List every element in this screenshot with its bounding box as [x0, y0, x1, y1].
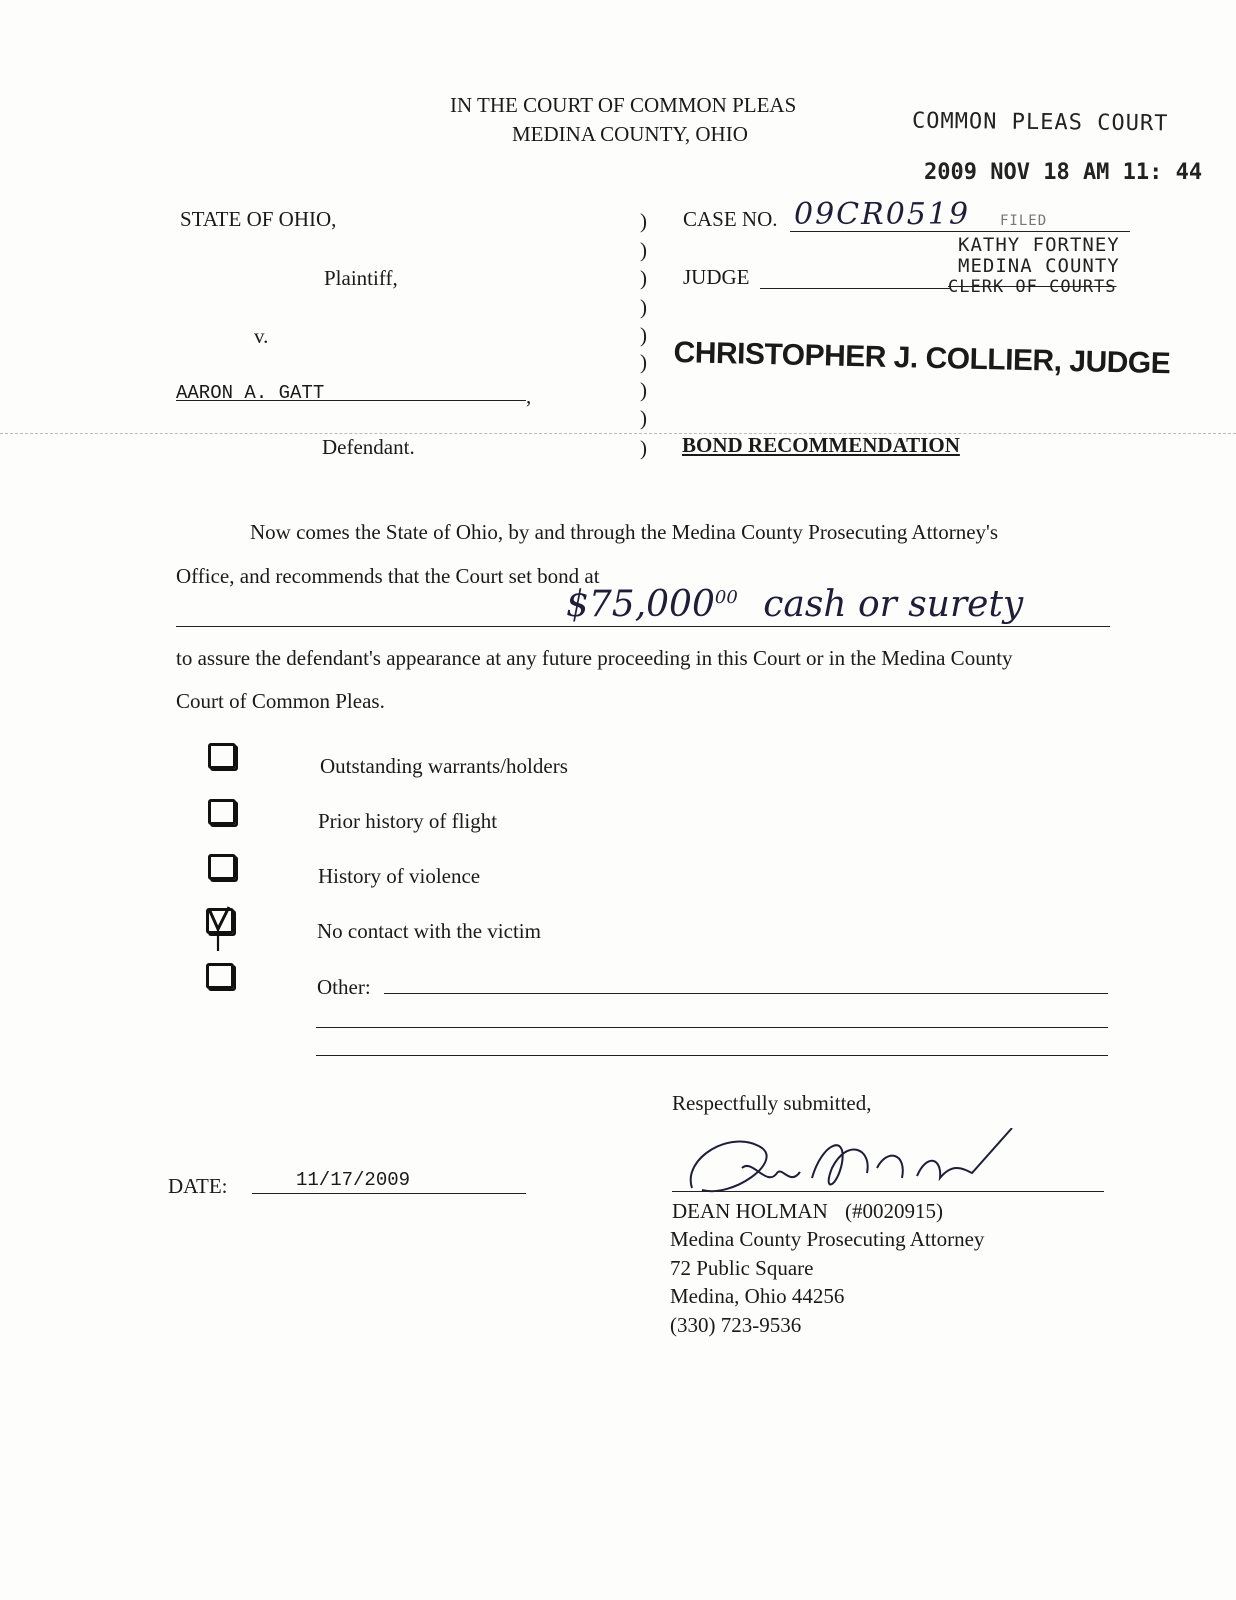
scan-artifact-line: [0, 433, 1236, 434]
checkbox-other[interactable]: [206, 963, 234, 989]
condition-label: No contact with the victim: [317, 919, 541, 943]
signer-address-2: Medina, Ohio 44256: [670, 1284, 845, 1308]
caption-paren: ): [640, 350, 647, 374]
checkbox-no-contact-victim[interactable]: [206, 908, 234, 934]
signer-bar-no: (#0020915): [845, 1199, 943, 1223]
caption-paren: ): [640, 436, 647, 460]
plaintiff-name: STATE OF OHIO,: [180, 207, 337, 231]
bond-amount-cents: 00: [714, 587, 738, 608]
caption-paren: ): [640, 378, 647, 402]
case-no-value: 09CR0519: [794, 197, 971, 232]
defendant-comma: ,: [526, 384, 532, 408]
defendant-name-line: [176, 400, 526, 401]
caption-paren: ): [640, 406, 647, 430]
stamp-clerk-name: KATHY FORTNEY: [958, 234, 1120, 256]
date-line: [252, 1193, 526, 1194]
case-no-line: [790, 231, 1130, 232]
checkbox-history-violence[interactable]: [208, 854, 236, 880]
condition-label: Other:: [317, 975, 371, 999]
condition-label: Prior history of flight: [318, 809, 498, 833]
court-name-line-2: MEDINA COUNTY, OHIO: [512, 122, 748, 146]
stamp-datetime: 2009 NOV 18 AM 11: 44: [924, 160, 1203, 185]
checkbox-outstanding-warrants[interactable]: [208, 743, 236, 769]
stamp-clerk-county: MEDINA COUNTY: [958, 255, 1120, 277]
other-line-1: [384, 993, 1108, 994]
checkmark-icon: [205, 905, 235, 943]
body-para1-line1: Now comes the State of Ohio, by and through the Medina County Prosecuting Attorney's: [250, 520, 999, 544]
signer-address-1: 72 Public Square: [670, 1256, 814, 1280]
judge-stamp: CHRISTOPHER J. COLLIER, JUDGE: [673, 336, 1171, 381]
case-no-label: CASE NO.: [683, 207, 778, 231]
defendant-label: Defendant.: [322, 435, 415, 459]
stamp-court: COMMON PLEAS COURT: [911, 108, 1169, 137]
judge-line: [760, 288, 950, 289]
bond-amount-line: [176, 626, 1110, 627]
defendant-name: AARON A. GATT: [176, 382, 325, 404]
caption-paren: ): [640, 295, 647, 319]
signature-line: [672, 1191, 1104, 1192]
signer-phone: (330) 723-9536: [670, 1313, 802, 1337]
stamp-clerk-title: CLERK OF COURTS: [948, 277, 1117, 297]
bond-amount: [566, 584, 1023, 625]
court-name-line-1: IN THE COURT OF COMMON PLEAS: [450, 93, 797, 117]
other-line-3: [316, 1055, 1108, 1056]
bond-terms: cash or surety: [763, 584, 1024, 625]
versus: v.: [254, 324, 269, 348]
other-line-2: [316, 1027, 1108, 1028]
body-para2-line1: to assure the defendant's appearance at any future proceeding in this Court or in the Medina County: [176, 646, 1013, 670]
caption-paren: ): [640, 209, 647, 233]
checkbox-prior-flight[interactable]: [208, 799, 236, 825]
bond-amount-value: $75,000: [566, 584, 715, 625]
plaintiff-label: Plaintiff,: [324, 266, 398, 290]
document-title: BOND RECOMMENDATION: [682, 433, 960, 457]
signer-name-text: DEAN HOLMAN: [672, 1199, 828, 1223]
date-label: DATE:: [168, 1174, 228, 1198]
stamp-filed: FILED: [1000, 213, 1048, 229]
body-para1-line2: Office, and recommends that the Court set bond at: [176, 564, 600, 588]
signer-title: Medina County Prosecuting Attorney: [670, 1227, 985, 1251]
caption-paren: ): [640, 266, 647, 290]
body-para2-line2: Court of Common Pleas.: [176, 689, 385, 713]
judge-label: JUDGE: [683, 265, 750, 289]
date-value: 11/17/2009: [296, 1169, 411, 1191]
signature-image: [672, 1128, 1032, 1208]
caption-paren: ): [640, 323, 647, 347]
condition-label: History of violence: [318, 864, 481, 888]
signer-name: [672, 1199, 943, 1224]
closing: Respectfully submitted,: [672, 1091, 872, 1115]
condition-label: Outstanding warrants/holders: [320, 754, 568, 778]
caption-paren: ): [640, 238, 647, 262]
